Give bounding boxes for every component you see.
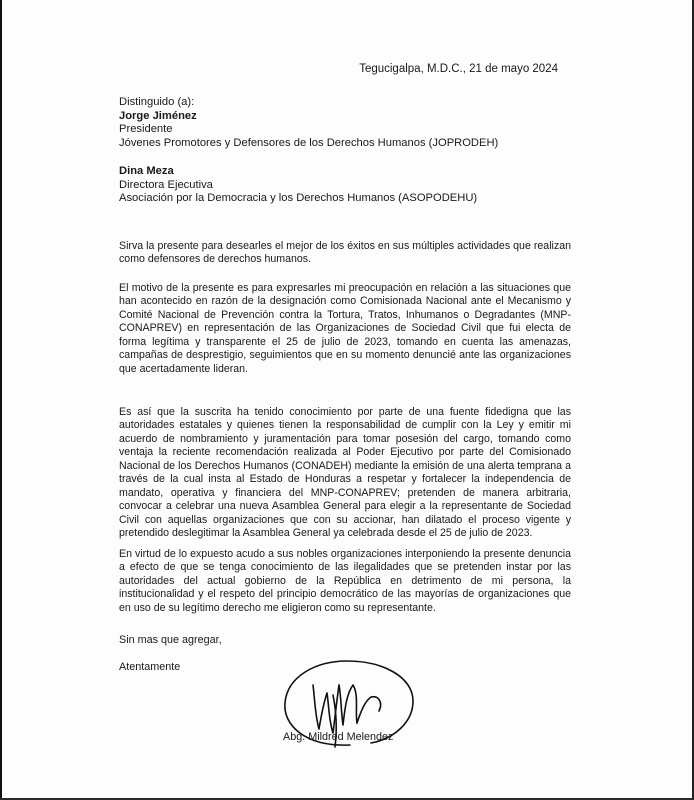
scan-edge-left (0, 0, 2, 800)
recipient-organization: Asociación por la Democracia y los Derechos Humanos (ASOPODEHU) (119, 192, 478, 204)
salutation: Distinguido (a): (119, 96, 195, 108)
closing-line: Sin mas que agregar, (119, 634, 222, 646)
signer-name: Abg. Mildred Melendez (283, 731, 394, 743)
recipient-name: Dina Meza (119, 165, 174, 177)
letter-date: Tegucigalpa, M.D.C., 21 de mayo 2024 (359, 63, 558, 75)
body-paragraph: Es así que la suscrita ha tenido conocimiento por parte de una fuente fidedigna que las autoridades estatales y quienes tienen la responsabilidad de cumplir con la Ley y emitir mi acuerdo de nombramiento y juramentación para tomar posesión del cargo, tomando como ventaja la reciente recomendación realizada al Poder Ejecutivo por parte del Comisionado Nacional de los Derechos Humanos (CONADEH) mediante la emisión de una alerta temprana a través de la cual insta al Estado de Honduras a respetar y fortalecer la independencia de mandato, operativa y financiera del MNP-CONAPREV; pretenden de manera arbitraria, convocar a celebrar una nueva Asamblea General para elegir a la representante de Sociedad Civil con aquellas organizaciones que con su accionar, han dilatado el proceso vigente y pretendido deslegitimar la Asamblea General ya celebrada desde el 25 de julio de 2023. (119, 406, 571, 540)
body-paragraph: En virtud de lo expuesto acudo a sus nobles organizaciones interponiendo la presente denuncia a efecto de que se tenga conocimiento de las ilegalidades que se pretenden instar por las autoridades del actual gobierno de la República en detrimento de mi persona, la institucionalidad y el respeto del principio democrático de las mayorías de organizaciones que en uso de su legítimo derecho me eligieron como su representante. (119, 548, 571, 614)
recipient-organization: Jóvenes Promotores y Defensores de los Derechos Humanos (JOPRODEH) (119, 136, 499, 149)
recipient-block-1 (119, 96, 498, 150)
recipient-name: Jorge Jiménez (119, 109, 197, 122)
body-paragraph: Sirva la presente para desearles el mejor de los éxitos en sus múltiples actividades que realizan como defensores de derechos humanos. (119, 240, 571, 266)
recipient-title: Presidente (119, 123, 173, 135)
recipient-block-2 (119, 165, 477, 206)
closing-sign-off: Atentamente (119, 661, 181, 673)
recipient-title: Directora Ejecutiva (119, 178, 213, 191)
body-paragraph: El motivo de la presente es para expresarles mi preocupación en relación a las situaciones que han acontecido en razón de la designación como Comisionada Nacional ante el Mecanismo y Comité Nacional de Prevención contra la Tortura, Tratos, Inhumanos o Degradantes (MNP-CONAPREV) en representación de las Organizaciones de Sociedad Civil que fui electa de forma legítima y transparente el 25 de julio de 2023, tomando en cuenta las amenazas, campañas de desprestigio, seguimientos que en su momento denuncié ante las organizaciones que acertadamente lideran. (119, 282, 571, 375)
